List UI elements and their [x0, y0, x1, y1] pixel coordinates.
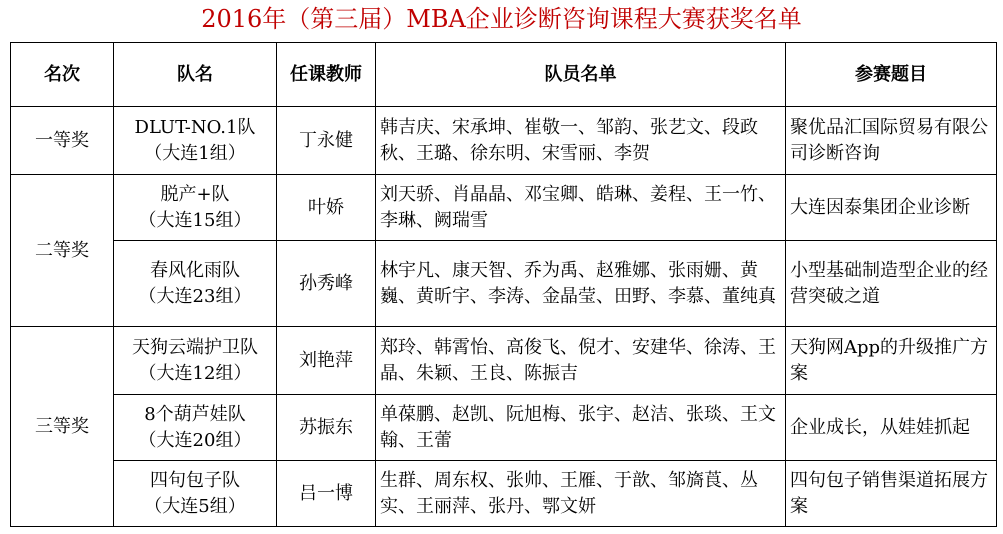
header-teacher: 任课教师 — [277, 43, 376, 107]
table-row — [11, 327, 997, 395]
table-header-row — [11, 43, 997, 107]
teacher-cell: 孙秀峰 — [277, 241, 376, 327]
topic-cell: 企业成长，从娃娃抓起 — [786, 395, 997, 461]
header-rank: 名次 — [11, 43, 114, 107]
members-cell: 郑玲、韩霄怡、高俊飞、倪才、安建华、徐涛、王晶、朱颖、王良、陈振吉 — [376, 327, 786, 395]
members-cell: 生群、周东权、张帅、王雁、于歆、邹旖莨、丛实、王丽萍、张丹、鄂文妍 — [376, 461, 786, 527]
award-second: 二等奖 — [11, 175, 114, 327]
header-topic: 参赛题目 — [786, 43, 997, 107]
teacher-cell: 丁永健 — [277, 107, 376, 175]
topic-cell: 大连因泰集团企业诊断 — [786, 175, 997, 241]
team-cell — [114, 461, 277, 527]
members-cell: 韩吉庆、宋承坤、崔敬一、邹韵、张艺文、段政秋、王璐、徐东明、宋雪丽、李贺 — [376, 107, 786, 175]
team-group: （大连15组） — [138, 209, 252, 231]
team-cell — [114, 395, 277, 461]
team-cell — [114, 175, 277, 241]
topic-cell: 天狗网App的升级推广方案 — [786, 327, 997, 395]
table-row — [11, 461, 997, 527]
team-name: 天狗云端护卫队 — [132, 336, 258, 358]
page-title: 2016年（第三届）MBA企业诊断咨询课程大赛获奖名单 — [201, 5, 802, 33]
teacher-cell: 吕一博 — [277, 461, 376, 527]
team-cell — [114, 107, 277, 175]
team-name: DLUT-NO.1队 — [134, 116, 256, 138]
header-members: 队员名单 — [376, 43, 786, 107]
award-third: 三等奖 — [11, 327, 114, 527]
table-row — [11, 241, 997, 327]
members-cell: 单葆鹏、赵凯、阮旭梅、张宇、赵洁、张琰、王文翰、王蕾 — [376, 395, 786, 461]
topic-cell: 四句包子销售渠道拓展方案 — [786, 461, 997, 527]
teacher-cell: 刘艳萍 — [277, 327, 376, 395]
table-row — [11, 175, 997, 241]
members-cell: 林宇凡、康天智、乔为禹、赵雅娜、张雨姗、黄巍、黄昕宇、李涛、金晶莹、田野、李慕、董纯真 — [376, 241, 786, 327]
table-row — [11, 107, 997, 175]
team-group: （大连20组） — [138, 429, 252, 451]
topic-cell: 聚优品汇国际贸易有限公司诊断咨询 — [786, 107, 997, 175]
header-team: 队名 — [114, 43, 277, 107]
teacher-cell: 苏振东 — [277, 395, 376, 461]
team-group: （大连12组） — [138, 362, 252, 384]
team-group: （大连23组） — [138, 285, 252, 307]
award-first: 一等奖 — [11, 107, 114, 175]
members-cell: 刘天骄、肖晶晶、邓宝卿、皓琳、姜程、王一竹、李琳、阙瑞雪 — [376, 175, 786, 241]
team-group: （大连1组） — [144, 142, 246, 164]
awards-table — [10, 42, 997, 527]
team-cell — [114, 327, 277, 395]
team-name: 春风化雨队 — [150, 259, 240, 281]
teacher-cell: 叶娇 — [277, 175, 376, 241]
team-name: 四句包子队 — [150, 469, 240, 491]
team-name: 脱产+队 — [160, 183, 230, 205]
team-group: （大连5组） — [144, 495, 246, 517]
topic-cell: 小型基础制造型企业的经营突破之道 — [786, 241, 997, 327]
team-name: 8个葫芦娃队 — [144, 403, 246, 425]
table-row — [11, 395, 997, 461]
team-cell — [114, 241, 277, 327]
